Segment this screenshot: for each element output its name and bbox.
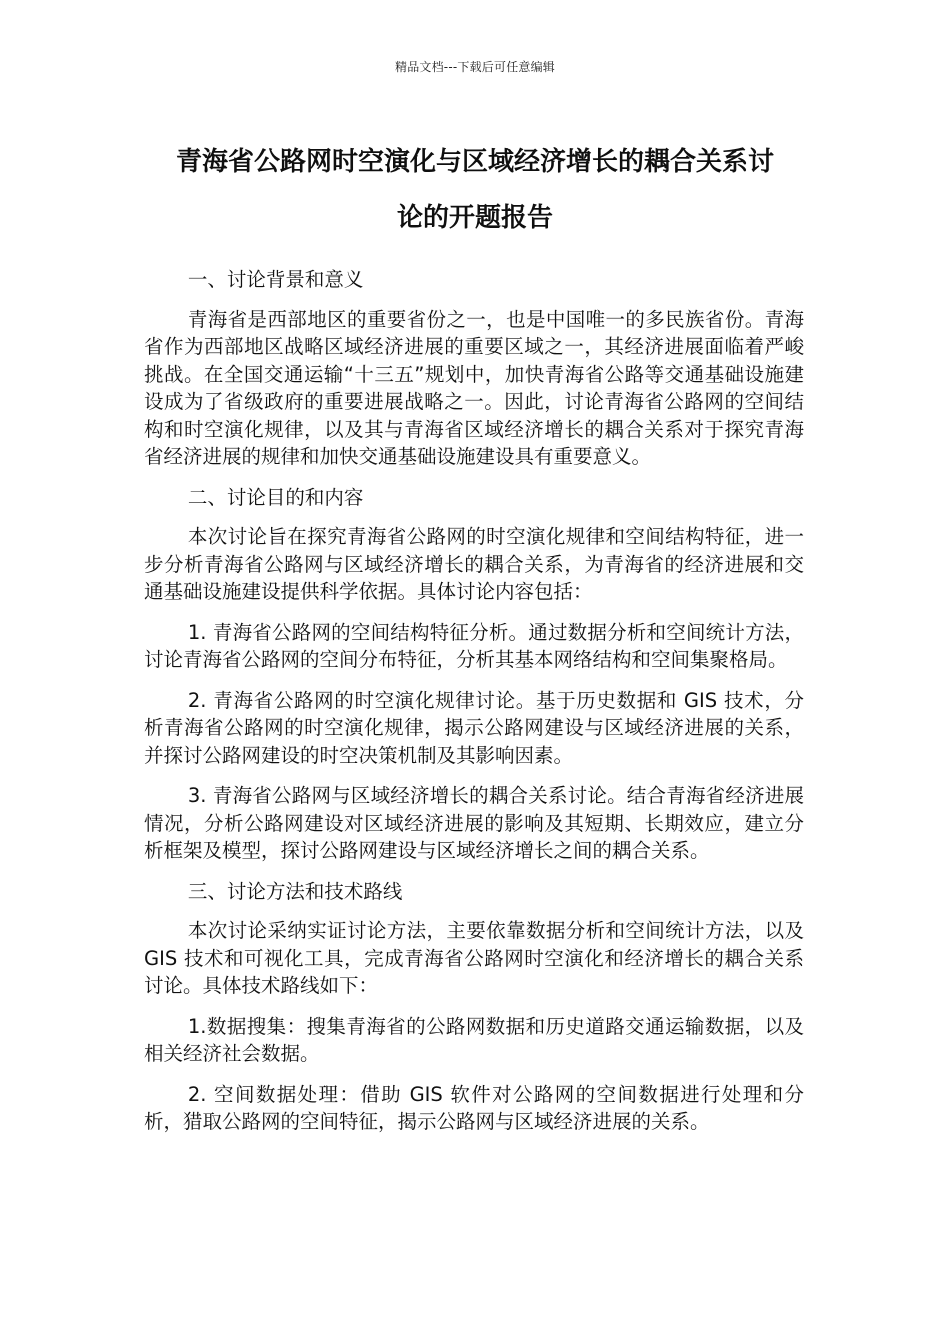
list-item-data-collection: 1.数据搜集：搜集青海省的公路网数据和历史道路交通运输数据，以及相关经济社会数据。 <box>144 1014 804 1065</box>
list-item-spatial-structure: 1. 青海省公路网的空间结构特征分析。通过数据分析和空间统计方法，讨论青海省公路网的空间分布特征，分析其基本网络结构和空间集聚格局。 <box>144 620 804 671</box>
section-heading-background: 一、讨论背景和意义 <box>187 268 364 291</box>
paragraph-background: 青海省是西部地区的重要省份之一，也是中国唯一的多民族省份。青海省作为西部地区战略区域经济进展的重要区域之一，其经济进展面临着严峻挑战。在全国交通运输“十三五”规划中，加快青海省公路等交通基础设施建设成为了省级政府的重要进展战略之一。因此，讨论青海省公路网的空间结构和时空演化规律，以及其与青海省区域经济增长的耦合关系对于探究青海省经济进展的规律和加快交通基础设施建设具有重要意义。 <box>144 307 804 468</box>
section-heading-purpose: 二、讨论目的和内容 <box>187 485 364 509</box>
list-item-coupling: 3. 青海省公路网与区域经济增长的耦合关系讨论。结合青海省经济进展情况，分析公路网建设对区域经济进展的影响及其短期、长期效应，建立分析框架及模型，探讨公路网建设与区域经济增长之间的耦合关系。 <box>144 784 804 862</box>
document-body <box>144 266 804 1149</box>
document-title <box>140 134 810 246</box>
title-line-1: 青海省公路网时空演化与区域经济增长的耦合关系讨 <box>175 147 774 177</box>
paragraph-methods: 本次讨论采纳实证讨论方法，主要依靠数据分析和空间统计方法，以及 GIS 技术和可视化工具，完成青海省公路网时空演化和经济增长的耦合关系讨论。具体技术路线如下： <box>144 919 804 997</box>
paragraph-purpose: 本次讨论旨在探究青海省公路网的时空演化规律和空间结构特征，进一步分析青海省公路网与区域经济增长的耦合关系，为青海省的经济进展和交通基础设施建设提供科学依据。具体讨论内容包括： <box>144 525 804 603</box>
list-item-spatial-processing: 2. 空间数据处理：借助 GIS 软件对公路网的空间数据进行处理和分析，猎取公路网的空间特征，揭示公路网与区域经济进展的关系。 <box>144 1082 804 1133</box>
header-note: 精品文档---下载后可任意编辑 <box>395 60 555 74</box>
section-heading-methods: 三、讨论方法和技术路线 <box>187 879 403 903</box>
list-item-evolution: 2. 青海省公路网的时空演化规律讨论。基于历史数据和 GIS 技术，分析青海省公路网的时空演化规律，揭示公路网建设与区域经济进展的关系，并探讨公路网建设的时空决策机制及其影响因素。 <box>144 688 804 767</box>
title-line-2: 论的开题报告 <box>396 203 553 233</box>
